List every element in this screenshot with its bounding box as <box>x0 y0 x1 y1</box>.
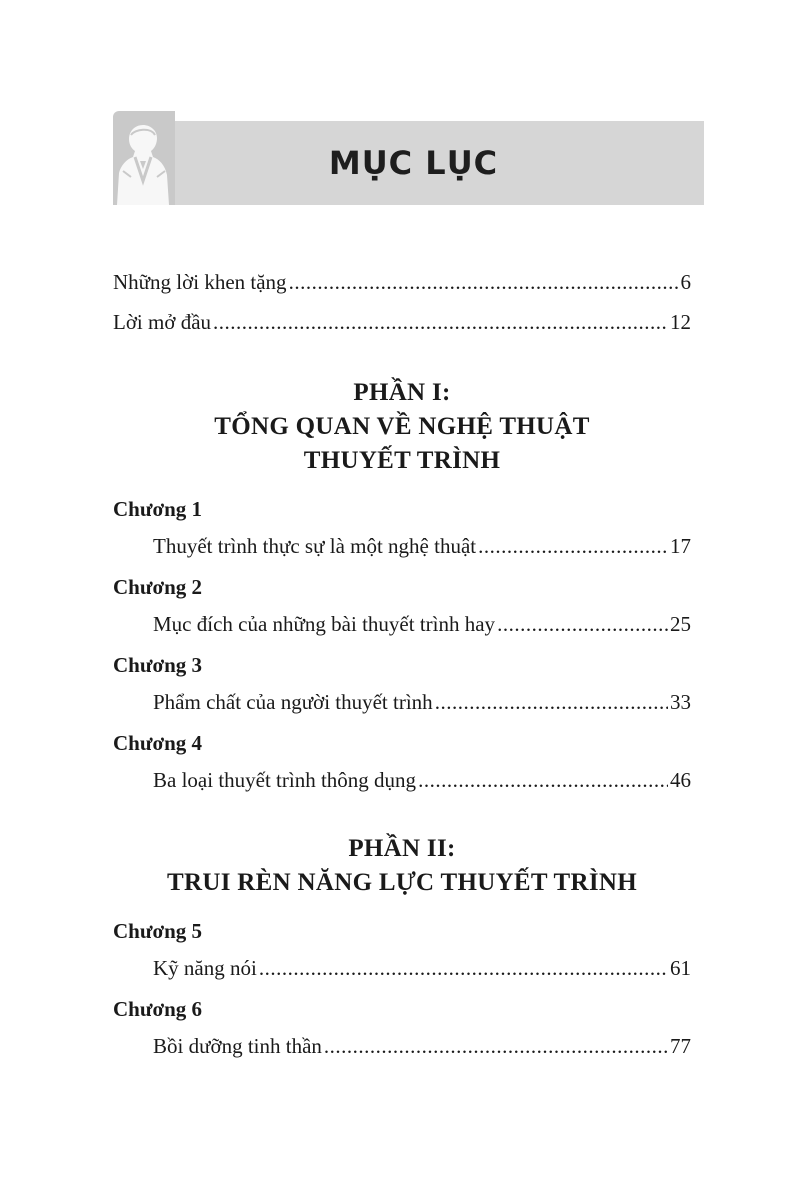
dot-leader <box>259 948 668 988</box>
toc-entry[interactable] <box>113 682 691 722</box>
chapter-label: Chương 6 <box>113 997 203 1021</box>
chapter-3 <box>113 648 691 722</box>
dot-leader <box>213 302 668 342</box>
table-of-contents <box>113 262 691 1070</box>
toc-entry-page: 46 <box>670 768 691 792</box>
dot-leader <box>478 526 668 566</box>
chapter-label: Chương 2 <box>113 575 203 599</box>
toc-entry-page: 12 <box>670 310 691 334</box>
toc-entry-label: Bồi dưỡng tinh thần <box>153 1034 322 1058</box>
toc-entry-page: 61 <box>670 956 691 980</box>
chapter-label: Chương 5 <box>113 919 203 943</box>
dot-leader <box>435 682 668 722</box>
part-label: PHẦN II: <box>348 835 456 862</box>
toc-entry-page: 17 <box>670 534 691 558</box>
toc-entry-page: 6 <box>680 270 691 294</box>
toc-entry[interactable] <box>113 1026 691 1066</box>
part-title-line: TỔNG QUAN VỀ NGHỆ THUẬT <box>214 413 590 440</box>
toc-entry-foreword[interactable] <box>113 302 691 342</box>
toc-entry-label: Thuyết trình thực sự là một nghệ thuật <box>153 534 477 558</box>
toc-entry[interactable] <box>113 948 691 988</box>
toc-entry-label: Ba loại thuyết trình thông dụng <box>153 768 417 792</box>
dot-leader <box>497 604 668 644</box>
toc-entry-label: Mục đích của những bài thuyết trình hay <box>153 612 496 636</box>
toc-entry-praise[interactable] <box>113 262 691 302</box>
toc-entry-label: Phẩm chất của người thuyết trình <box>153 690 433 714</box>
chapter-label: Chương 4 <box>113 731 203 755</box>
part-title-line: THUYẾT TRÌNH <box>303 447 501 474</box>
toc-entry-label: Lời mở đầu <box>113 310 212 334</box>
chapter-5 <box>113 914 691 988</box>
dot-leader <box>418 760 668 800</box>
toc-entry-page: 33 <box>670 690 691 714</box>
chapter-label: Chương 1 <box>113 497 203 521</box>
chapter-1 <box>113 492 691 566</box>
part-1-heading <box>113 376 691 478</box>
chapter-label: Chương 3 <box>113 653 203 677</box>
dot-leader <box>289 262 679 302</box>
toc-entry-label: Kỹ năng nói <box>153 956 257 980</box>
part-2-heading <box>113 832 691 900</box>
toc-entry[interactable] <box>113 604 691 644</box>
toc-entry-page: 25 <box>670 612 691 636</box>
chapter-2 <box>113 570 691 644</box>
toc-entry-label: Những lời khen tặng <box>113 270 287 294</box>
part-title-line: TRUI RÈN NĂNG LỰC THUYẾT TRÌNH <box>167 869 637 896</box>
page-title: MỤC LỤC <box>328 144 499 182</box>
toc-entry-page: 77 <box>670 1034 691 1058</box>
toc-entry[interactable] <box>113 760 691 800</box>
toc-entry[interactable] <box>113 526 691 566</box>
chapter-6 <box>113 992 691 1066</box>
part-label: PHẦN I: <box>353 379 451 406</box>
dot-leader <box>324 1026 668 1066</box>
chapter-4 <box>113 726 691 800</box>
